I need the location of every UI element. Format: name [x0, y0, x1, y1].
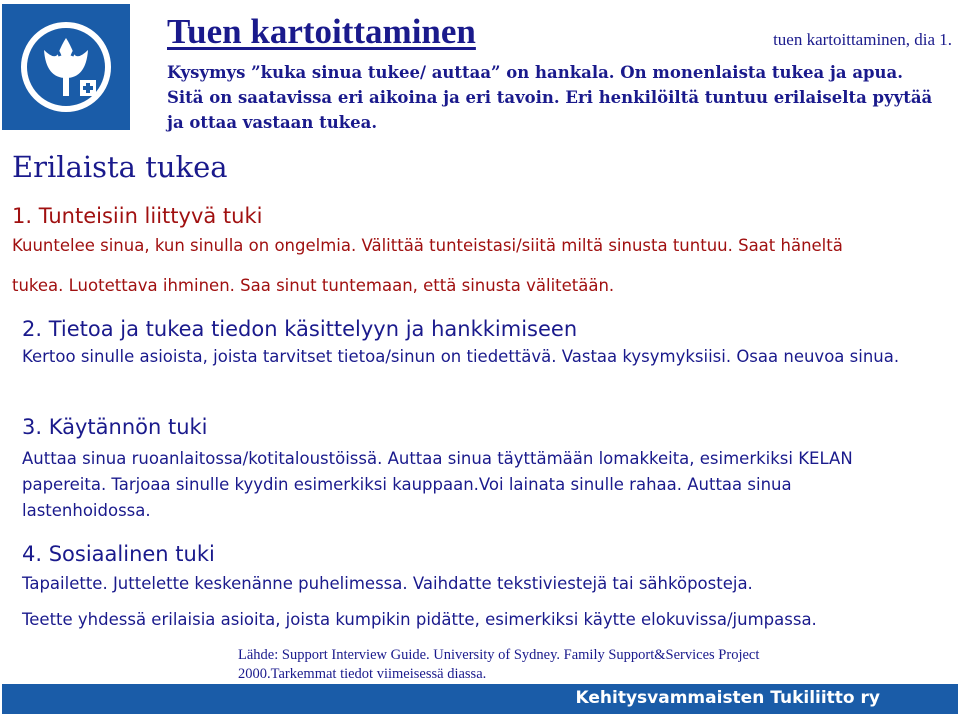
- source-line: 2000.Tarkemmat tiedot viimeisessä diassa.: [238, 666, 487, 682]
- intro-line: ja ottaa vastaan tukea.: [167, 113, 378, 132]
- intro-text: [167, 60, 932, 135]
- section-4-line-2: Teette yhdessä erilaisia asioita, joista kumpikin pidätte, esimerkiksi käytte elokuvissa/jumpassa.: [22, 610, 817, 629]
- section-2-line-1: Kertoo sinulle asioista, joista tarvitset tietoa/sinun on tiedettävä. Vastaa kysymyksiisi. Osaa neuvoa sinua.: [22, 347, 900, 366]
- source-citation: [238, 646, 759, 684]
- slide-reference: tuen kartoittaminen, dia 1.: [773, 30, 952, 49]
- section-2-heading: 2. Tietoa ja tukea tiedon käsittelyyn ja hankkimiseen: [22, 317, 578, 341]
- intro-line: Sitä on saatavissa eri aikoina ja eri tavoin. Eri henkilöiltä tuntuu erilaiselta pyytää: [167, 88, 933, 107]
- organization-logo: [2, 4, 130, 130]
- intro-line: Kysymys ”kuka sinua tukee/ auttaa” on hankala. On monenlaista tukea ja apua.: [167, 63, 903, 82]
- section-4-heading: 4. Sosiaalinen tuki: [22, 542, 215, 566]
- footer-organization-name: Kehitysvammaisten Tukiliitto ry: [575, 688, 880, 708]
- section-1-line-2: tukea. Luotettava ihminen. Saa sinut tuntemaan, että sinusta välitetään.: [12, 276, 615, 295]
- tulip-cross-logo-icon: [2, 4, 130, 130]
- section-3-heading: 3. Käytännön tuki: [22, 415, 208, 439]
- section-3-line-2: papereita. Tarjoaa sinulle kyydin esimerkiksi kauppaan.Voi lainata sinulle rahaa. Auttaa sinua: [22, 475, 792, 494]
- section-3-line-1: Auttaa sinua ruoanlaitossa/kotitaloustöissä. Auttaa sinua täyttämään lomakkeita, esimerkiksi KELAN: [22, 449, 853, 468]
- footer-bar: [2, 684, 958, 714]
- section-1-line-1: Kuuntelee sinua, kun sinulla on ongelmia. Välittää tunteistasi/siitä miltä sinusta tuntuu. Saat häneltä: [12, 236, 843, 255]
- source-line: Lähde: Support Interview Guide. University of Sydney. Family Support&Services Project: [238, 647, 760, 663]
- section-3-line-3: lastenhoidossa.: [22, 501, 151, 520]
- section-title: Erilaista tukea: [12, 150, 228, 184]
- slide-title: Tuen kartoittaminen: [167, 12, 476, 51]
- section-4-line-1: Tapailette. Juttelette keskenänne puhelimessa. Vaihdatte tekstiviestejä tai sähköposteja.: [22, 574, 753, 593]
- section-1-heading: 1. Tunteisiin liittyvä tuki: [12, 204, 263, 228]
